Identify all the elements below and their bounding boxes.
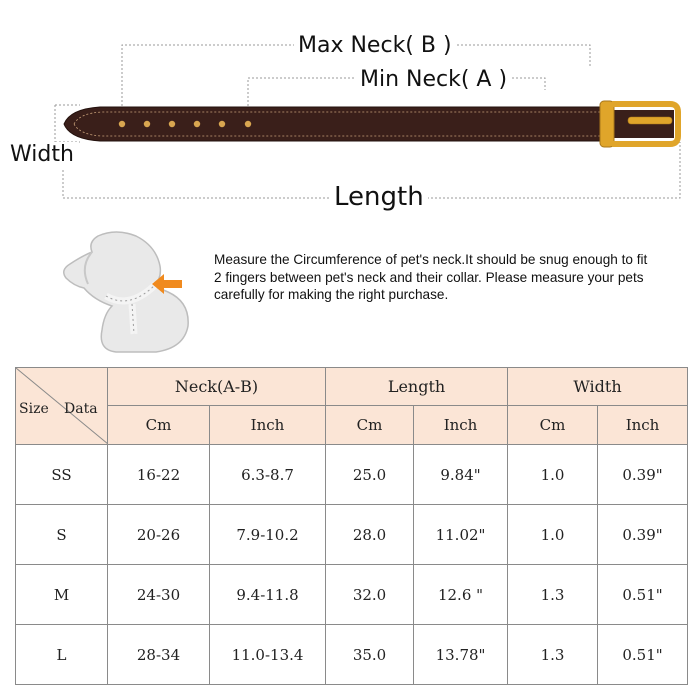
table-cell: 24-30 — [108, 565, 210, 625]
table-cell: 6.3-8.7 — [210, 445, 326, 505]
dog-measure-illustration — [58, 226, 198, 356]
table-cell: 1.3 — [508, 565, 598, 625]
unit-header: Cm — [326, 406, 414, 445]
table-cell: 9.4-11.8 — [210, 565, 326, 625]
table-row — [16, 445, 688, 505]
table-cell: 1.0 — [508, 505, 598, 565]
table-cell: 0.39" — [598, 445, 688, 505]
table-cell: 1.3 — [508, 625, 598, 685]
size-cell: M — [16, 565, 108, 625]
table-cell: 9.84" — [414, 445, 508, 505]
table-cell: 12.6 " — [414, 565, 508, 625]
buckle-icon — [600, 101, 678, 147]
unit-header: Inch — [598, 406, 688, 445]
measurement-instructions: Measure the Circumference of pet's neck.It should be snug enough to fit 2 fingers between pet's neck and their collar. Please measure your pets carefully for making the right purchase. — [214, 252, 648, 302]
table-cell: 11.0-13.4 — [210, 625, 326, 685]
table-cell: 25.0 — [326, 445, 414, 505]
max-neck-label: Max Neck( B ) — [294, 33, 456, 59]
table-cell: 32.0 — [326, 565, 414, 625]
table-cell: 1.0 — [508, 445, 598, 505]
table-row — [16, 565, 688, 625]
table-cell: 13.78" — [414, 625, 508, 685]
table-cell: 0.39" — [598, 505, 688, 565]
header-neck: Neck(A-B) — [108, 368, 326, 406]
size-cell: S — [16, 505, 108, 565]
size-chart-table — [15, 367, 688, 685]
size-cell: SS — [16, 445, 108, 505]
table-cell: 0.51" — [598, 625, 688, 685]
unit-header: Cm — [108, 406, 210, 445]
table-cell: 28.0 — [326, 505, 414, 565]
table-cell: 28-34 — [108, 625, 210, 685]
table-cell: 20-26 — [108, 505, 210, 565]
table-row — [16, 505, 688, 565]
corner-size-label: Size — [19, 401, 49, 417]
table-cell: 0.51" — [598, 565, 688, 625]
unit-header: Inch — [414, 406, 508, 445]
header-length: Length — [326, 368, 508, 406]
length-label: Length — [330, 182, 428, 212]
table-row — [16, 625, 688, 685]
unit-header: Inch — [210, 406, 326, 445]
table-cell: 16-22 — [108, 445, 210, 505]
table-cell: 11.02" — [414, 505, 508, 565]
size-cell: L — [16, 625, 108, 685]
table-cell: 7.9-10.2 — [210, 505, 326, 565]
table-corner-cell — [16, 368, 108, 445]
min-neck-label: Min Neck( A ) — [356, 67, 511, 93]
unit-header: Cm — [508, 406, 598, 445]
corner-data-label: Data — [64, 401, 98, 417]
header-width: Width — [508, 368, 688, 406]
table-cell: 35.0 — [326, 625, 414, 685]
width-label: Width — [6, 142, 78, 168]
